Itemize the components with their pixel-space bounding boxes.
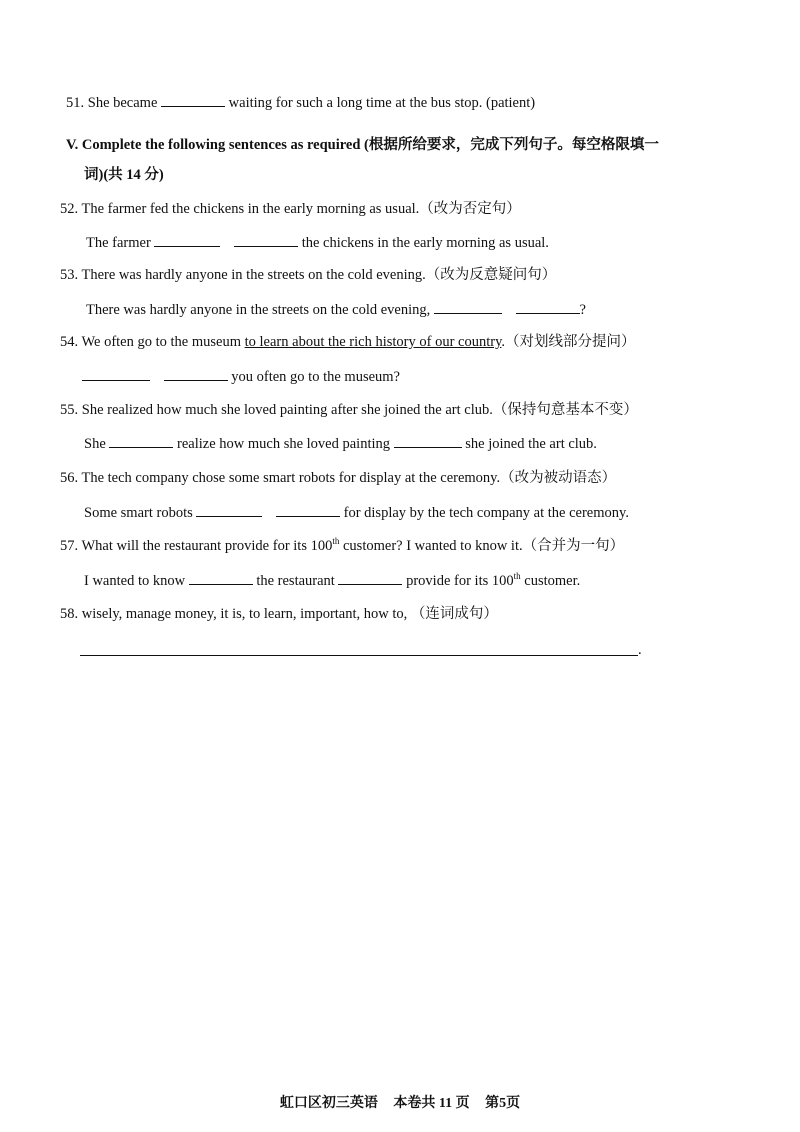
section-title: V. Complete the following sentences as required (根据所给要求，完成下列句子。每空格限填一 bbox=[66, 137, 659, 153]
question-55-answer: She realize how much she loved painting she joined the art club. bbox=[84, 436, 597, 452]
answer-blank-55b[interactable] bbox=[394, 434, 462, 448]
footer-district: 虹口区初三英语 bbox=[279, 1096, 378, 1111]
footer-page-number: 第5页 bbox=[485, 1096, 521, 1111]
answer-blank-55a[interactable] bbox=[109, 434, 173, 448]
question-54-answer: you often go to the museum? bbox=[82, 367, 400, 386]
answer-blank-53a[interactable] bbox=[434, 300, 502, 314]
answer-blank-57a[interactable] bbox=[189, 571, 253, 585]
answer-blank-53b[interactable] bbox=[516, 300, 580, 314]
answer-blank-58[interactable] bbox=[80, 655, 638, 656]
question-55-prompt: 55. She realized how much she loved painting after she joined the art club.（保持句意基本不变） bbox=[60, 402, 638, 418]
answer-blank-52a[interactable] bbox=[154, 233, 220, 247]
answer-58-period: . bbox=[638, 642, 642, 658]
question-51: 51. She became waiting for such a long time at the bus stop. (patient) bbox=[66, 95, 536, 111]
answer-blank-57b[interactable] bbox=[338, 571, 402, 585]
answer-blank-56a[interactable] bbox=[196, 503, 262, 517]
question-54-prompt: 54. We often go to the museum to learn about the rich history of our country.（对划线部分提问） bbox=[60, 334, 636, 350]
question-56-answer: Some smart robots for display by the tech company at the ceremony. bbox=[84, 505, 629, 521]
underlined-phrase: to learn about the rich history of our country bbox=[244, 334, 502, 350]
answer-blank-56b[interactable] bbox=[276, 503, 340, 517]
question-56-prompt: 56. The tech company chose some smart robots for display at the ceremony.（改为被动语态） bbox=[60, 470, 617, 486]
answer-blank-52b[interactable] bbox=[234, 233, 298, 247]
answer-blank-54a[interactable] bbox=[82, 367, 150, 381]
question-57-answer: I wanted to know the restaurant provide for its 100th customer. bbox=[84, 571, 581, 589]
question-53-answer: There was hardly anyone in the streets on the cold evening, ? bbox=[86, 302, 586, 318]
question-53-prompt: 53. There was hardly anyone in the streets on the cold evening.（改为反意疑问句） bbox=[60, 267, 557, 283]
page-footer bbox=[0, 1092, 800, 1112]
question-52-prompt: 52. The farmer fed the chickens in the early morning as usual.（改为否定句） bbox=[60, 201, 521, 217]
answer-blank-54b[interactable] bbox=[164, 367, 228, 381]
answer-blank-51[interactable] bbox=[161, 93, 225, 107]
question-52-answer: The farmer the chickens in the early morning as usual. bbox=[86, 235, 549, 251]
footer-total-pages: 本卷共 11 页 bbox=[393, 1096, 470, 1111]
section-title-cont: 词)(共 14 分) bbox=[84, 167, 164, 183]
question-58-prompt: 58. wisely, manage money, it is, to learn, important, how to, （连词成句） bbox=[60, 606, 498, 622]
question-57-prompt: 57. What will the restaurant provide for its 100th customer? I wanted to know it.（合并为一句） bbox=[60, 536, 625, 554]
